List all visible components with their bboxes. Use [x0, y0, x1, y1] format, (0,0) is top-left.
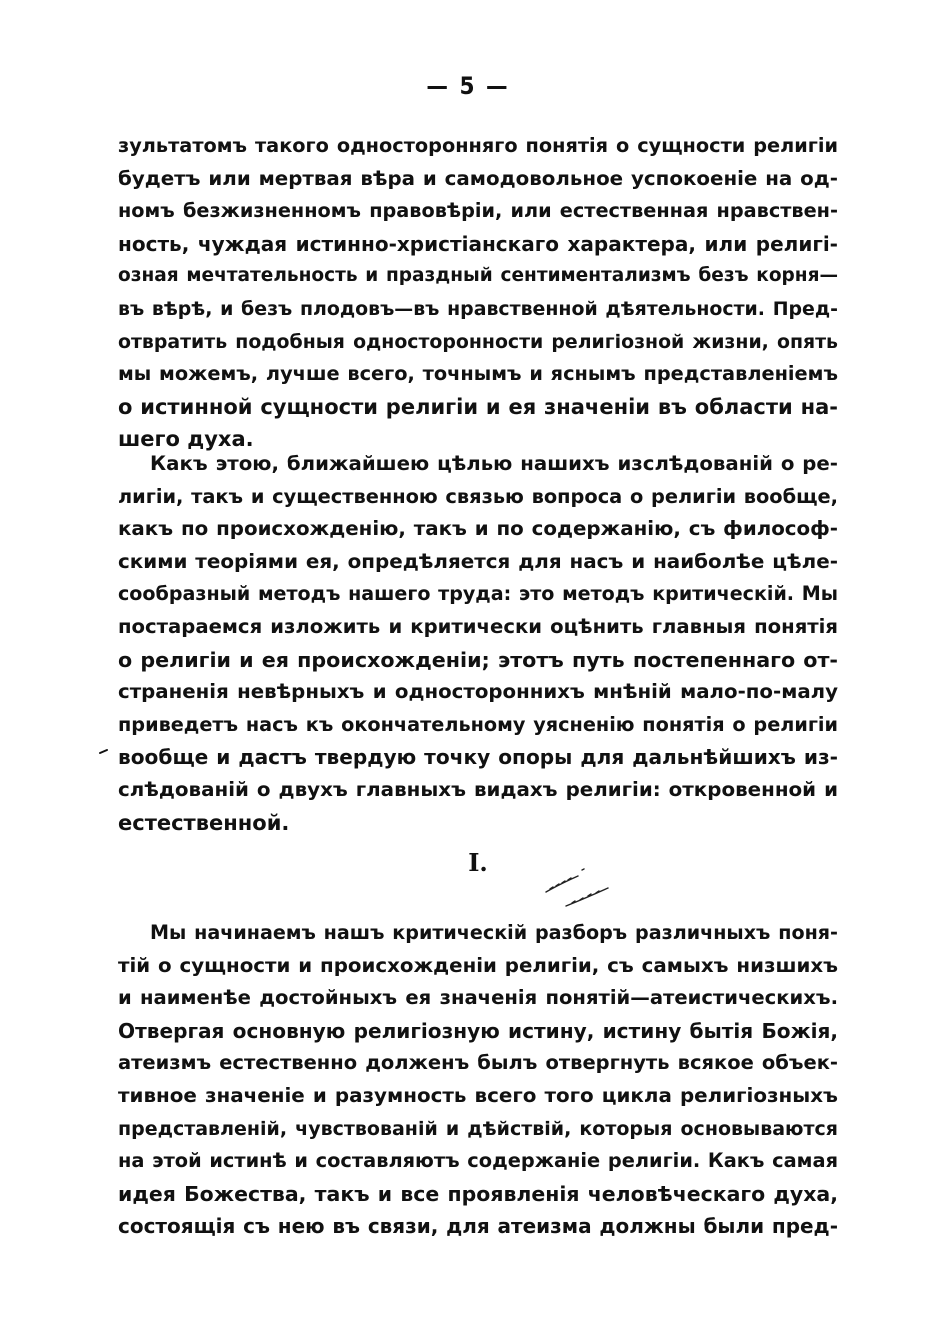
text-line: зультатомъ такого односторонняго понятія о сущности религіи: [118, 134, 838, 157]
text-line: естественной.: [118, 810, 290, 835]
text-line: тивное значеніе и разумность всего того цикла религіозныхъ: [118, 1083, 838, 1107]
text-line: вообще и дастъ твердую точку опоры для дальнѣйшихъ из-: [118, 745, 838, 770]
text-line: въ вѣрѣ, и безъ плодовъ—въ нравственной дѣятельности. Пред-: [118, 297, 838, 320]
text-line: Какъ этою, ближайшею цѣлью нашихъ изслѣдованій о ре-: [150, 452, 838, 475]
text-line: на этой истинѣ и составляютъ содержаніе религіи. Какъ самая: [118, 1149, 838, 1173]
text-line: номъ безжизненномъ правовѣріи, или естественная нравствен-: [118, 199, 838, 223]
text-line: страненія невѣрныхъ и одностороннихъ мнѣній мало-по-малу: [118, 680, 838, 704]
text-line: мы можемъ, лучше всего, точнымъ и яснымъ представленіемъ: [118, 362, 838, 386]
text-line: представленій, чувствованій и дѣйствій, которыя основываются: [118, 1117, 838, 1140]
text-line: атеизмъ естественно долженъ былъ отвергнуть всякое объек-: [118, 1051, 838, 1075]
paragraph-2: [118, 448, 838, 839]
page-number: — 5 —: [426, 72, 510, 100]
library-stamp-mark: [540, 862, 620, 912]
text-line: Мы начинаемъ нашъ критическій разборъ различныхъ поня-: [150, 921, 838, 944]
paragraph-3: [118, 917, 838, 1243]
text-line: о религіи и ея происхожденіи; этотъ путь постепеннаго от-: [118, 647, 838, 672]
text-line: и наименѣе достойныхъ ея значенія понятій—атеистическихъ.: [118, 986, 838, 1010]
text-line: отвратить подобныя односторонности религіозной жизни, опять: [118, 330, 838, 353]
text-line: приведетъ насъ къ окончательному уясненію понятія о религіи: [118, 712, 838, 736]
text-line: постараемся изложить и критически оцѣнить главныя понятія: [118, 614, 838, 638]
text-line: слѣдованій о двухъ главныхъ видахъ религіи: откровенной и: [118, 777, 838, 801]
margin-mark: [98, 745, 110, 757]
text-line: о истинной сущности религіи и ея значеніи въ области на-: [118, 394, 838, 419]
text-line: тій о сущности и происхожденіи религіи, съ самыхъ низшихъ: [118, 953, 838, 977]
text-line: состоящія съ нею въ связи, для атеизма должны были пред-: [118, 1214, 838, 1239]
text-line: Отвергая основную религіозную истину, истину бытія Божія,: [118, 1018, 838, 1043]
text-line: шего духа.: [118, 427, 254, 452]
text-line: какъ по происхожденію, такъ и по содержанію, съ философ-: [118, 517, 838, 541]
text-line: лигіи, такъ и существенною связью вопроса о религіи вообще,: [118, 484, 838, 508]
text-line: скими теоріями ея, опредѣляется для насъ и наиболѣе цѣле-: [118, 549, 838, 573]
paragraph-1: [118, 130, 838, 456]
text-line: сообразный методъ нашего труда: это методъ критическій. Мы: [118, 583, 838, 606]
text-line: ность, чуждая истинно-христіанскаго характера, или религі-: [118, 231, 838, 256]
text-line: будетъ или мертвая вѣра и самодовольное успокоеніе на од-: [118, 166, 838, 190]
text-line: озная мечтательность и праздный сентиментализмъ безъ корня—: [118, 265, 838, 287]
section-numeral: I.: [468, 848, 488, 877]
text-line: идея Божества, такъ и все проявленія человѣческаго духа,: [118, 1181, 838, 1206]
